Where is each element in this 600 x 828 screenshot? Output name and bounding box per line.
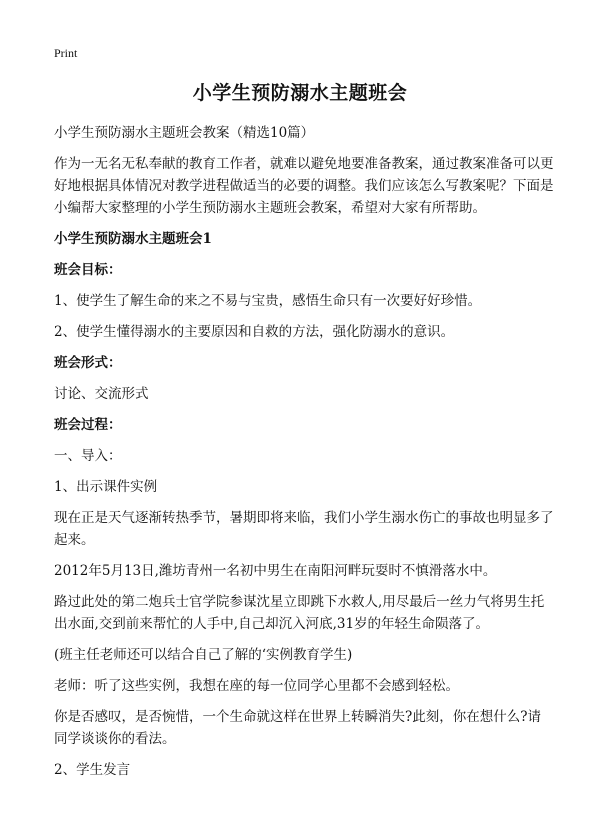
document-body xyxy=(54,122,554,790)
body-paragraph: 2012年5月13日,潍坊青州一名初中男生在南阳河畔玩耍时不慎滑落水中。 xyxy=(54,563,497,579)
print-link[interactable]: Print xyxy=(54,46,78,60)
section-heading: 小学生预防溺水主题班会1 xyxy=(54,231,212,247)
step-1: 1、出示课件实例 xyxy=(54,479,158,495)
step-intro: 一、导入： xyxy=(54,448,122,464)
body-paragraph: 你是否感叹，是否惋惜，一个生命就这样在世界上转瞬消失?此刻，你在想什么?请同学谈谈你的看法。 xyxy=(54,709,541,747)
body-paragraph: (班主任老师还可以结合自己了解的‘实例教育学生) xyxy=(54,647,353,663)
body-paragraph: 路过此处的第二炮兵士官学院参谋沈星立即跳下水救人,用尽最后一丝力气将男生托出水面,交到前来帮忙的人手中,自己却沉入河底,31岁的年轻生命陨落了。 xyxy=(54,594,545,632)
format-heading: 班会形式： xyxy=(54,355,122,371)
intro-paragraph: 作为一无名无私奉献的教育工作者，就难以避免地要准备教案，通过教案准备可以更好地根据具体情况对教学进程做适当的必要的调整。我们应该怎么写教案呢？下面是小编帮大家整理的小学生预防溺水主题班会教案，希望对大家有所帮助。 xyxy=(54,156,554,216)
body-paragraph: 老师：听了这些实例，我想在座的每一位同学心里都不会感到轻松。 xyxy=(54,678,459,694)
goals-heading: 班会目标： xyxy=(54,262,122,278)
goal-item-2: 2、使学生懂得溺水的主要原因和自救的方法，强化防溺水的意识。 xyxy=(54,324,455,340)
process-heading: 班会过程： xyxy=(54,417,122,433)
body-paragraph: 现在正是天气逐渐转热季节，暑期即将来临，我们小学生溺水伤亡的事故也明显多了起来。 xyxy=(54,510,554,548)
step-2: 2、学生发言 xyxy=(54,762,131,778)
subtitle-paragraph: 小学生预防溺水主题班会教案（精选10篇） xyxy=(54,125,315,141)
goal-item-1: 1、使学生了解生命的来之不易与宝贵，感悟生命只有一次要好好珍惜。 xyxy=(54,293,482,309)
document-title: 小学生预防溺水主题班会 xyxy=(192,82,408,104)
format-text: 讨论、交流形式 xyxy=(54,386,149,402)
